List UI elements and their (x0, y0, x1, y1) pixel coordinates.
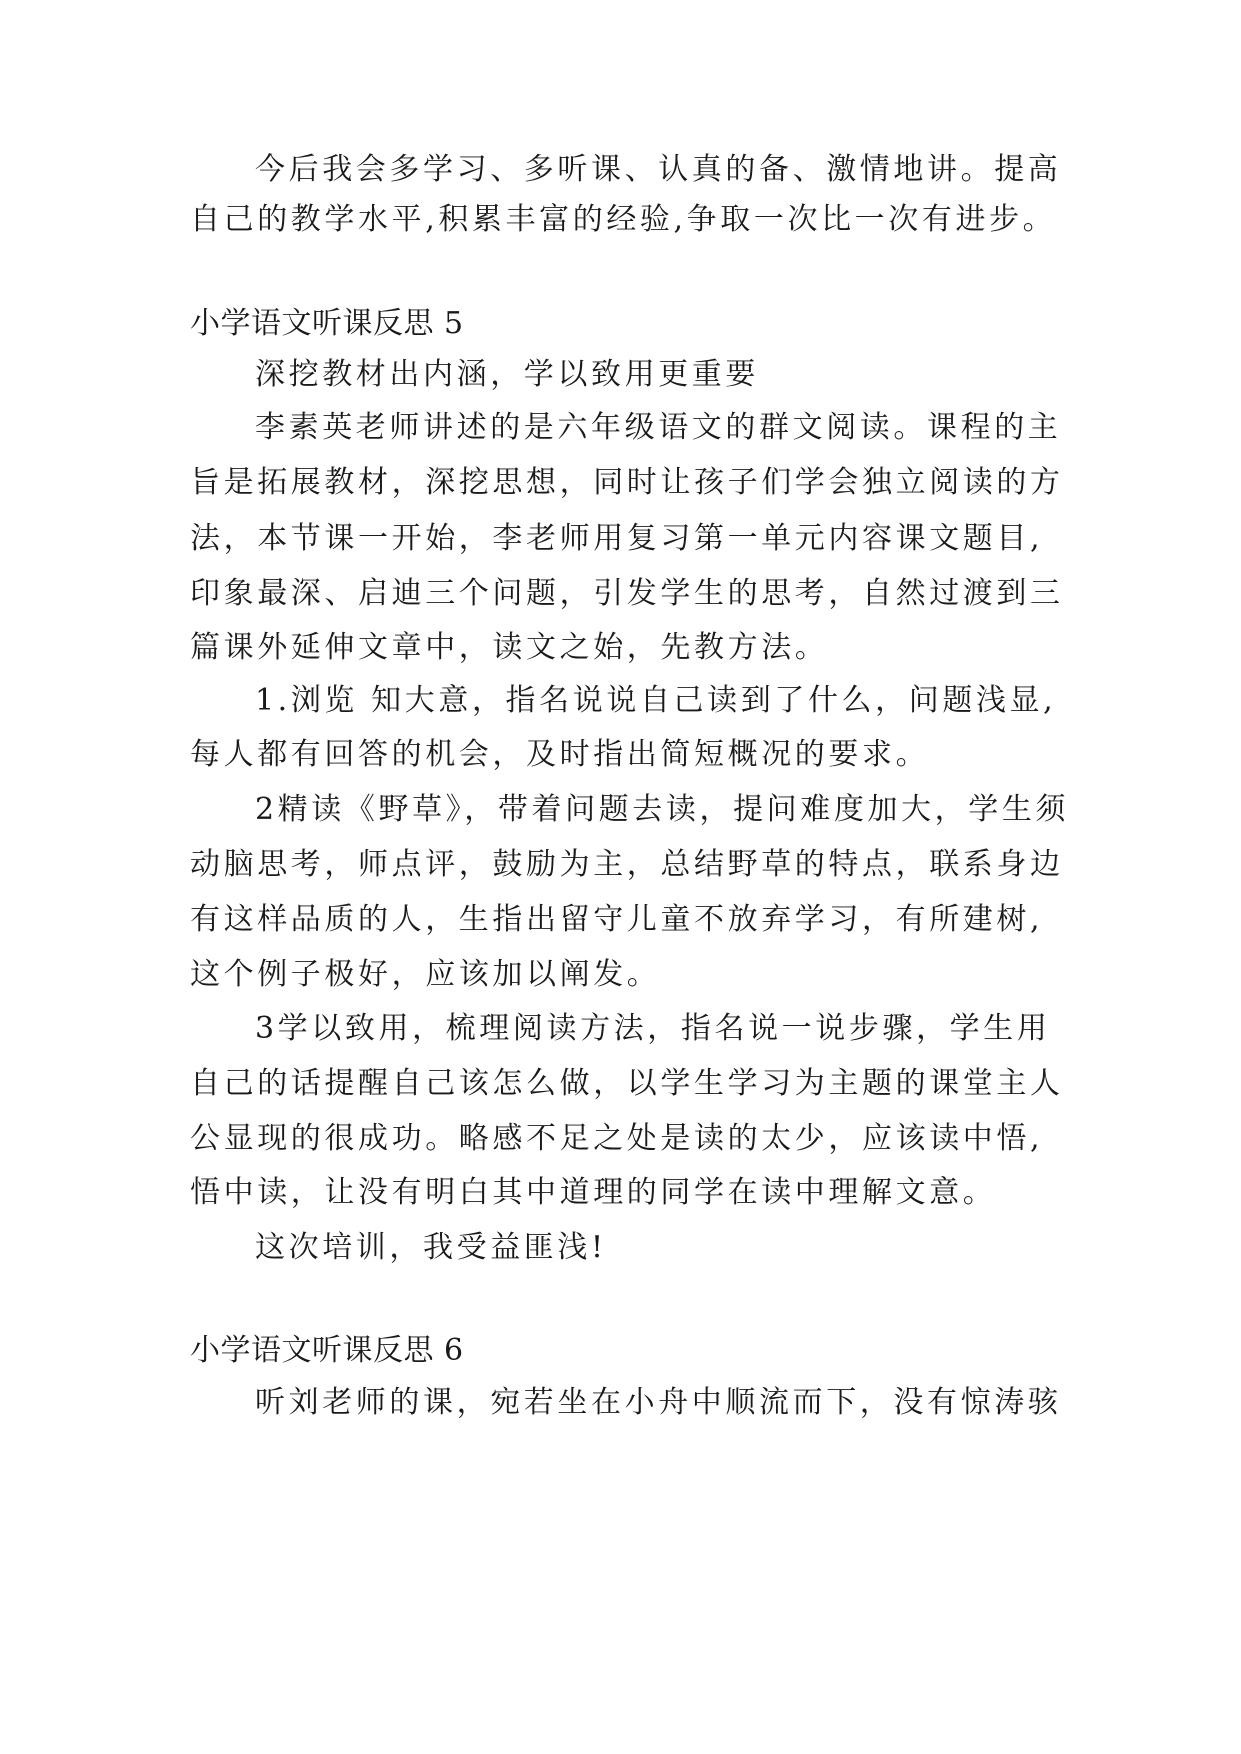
paragraph-line: 自己的教学水平,积累丰富的经验,争取一次比一次有进步。 (190, 202, 1057, 237)
paragraph-line: 这个例子极好，应该加以阐发。 (190, 957, 661, 992)
paragraph-line: 今后我会多学习、多听课、认真的备、激情地讲。提高 (255, 152, 1062, 187)
paragraph-line: 公显现的很成功。略感不足之处是读的太少，应该读中悟, (190, 1121, 1044, 1156)
paragraph-line: 李素英老师讲述的是六年级语文的群文阅读。课程的主 (255, 410, 1062, 445)
paragraph-line: 2精读《野草》，带着问题去读，提问难度加大，学生须 (255, 792, 1070, 827)
section-heading: 小学语文听课反思 5 (190, 306, 464, 341)
paragraph-line: 这次培训，我受益匪浅! (255, 1230, 607, 1265)
paragraph-line: 法，本节课一开始，李老师用复习第一单元内容课文题目, (190, 521, 1044, 556)
paragraph-line: 听刘老师的课，宛若坐在小舟中顺流而下，没有惊涛骇 (255, 1385, 1062, 1420)
paragraph-line: 自己的话提醒自己该怎么做，以学生学习为主题的课堂主人 (190, 1066, 1064, 1101)
paragraph-line: 悟中读，让没有明白其中道理的同学在读中理解文意。 (190, 1175, 997, 1210)
paragraph-line: 动脑思考，师点评，鼓励为主，总结野草的特点，联系身边 (190, 847, 1064, 882)
paragraph-line: 篇课外延伸文章中，读文之始，先教方法。 (190, 630, 829, 665)
paragraph-line: 有这样品质的人，生指出留守儿童不放弃学习，有所建树, (190, 902, 1044, 937)
section-heading: 小学语文听课反思 6 (190, 1333, 464, 1368)
paragraph-line: 印象最深、启迪三个问题，引发学生的思考，自然过渡到三 (190, 576, 1064, 611)
paragraph-line: 每人都有回答的机会，及时指出简短概况的要求。 (190, 737, 930, 772)
paragraph-line: 旨是拓展教材，深挖思想，同时让孩子们学会独立阅读的方 (190, 465, 1064, 500)
section-subtitle: 深挖教材出内涵，学以致用更重要 (255, 357, 759, 392)
paragraph-line: 1.浏览 知大意，指名说说自己读到了什么，问题浅显, (255, 683, 1057, 718)
paragraph-line: 3学以致用，梳理阅读方法，指名说一说步骤，学生用 (255, 1011, 1051, 1046)
